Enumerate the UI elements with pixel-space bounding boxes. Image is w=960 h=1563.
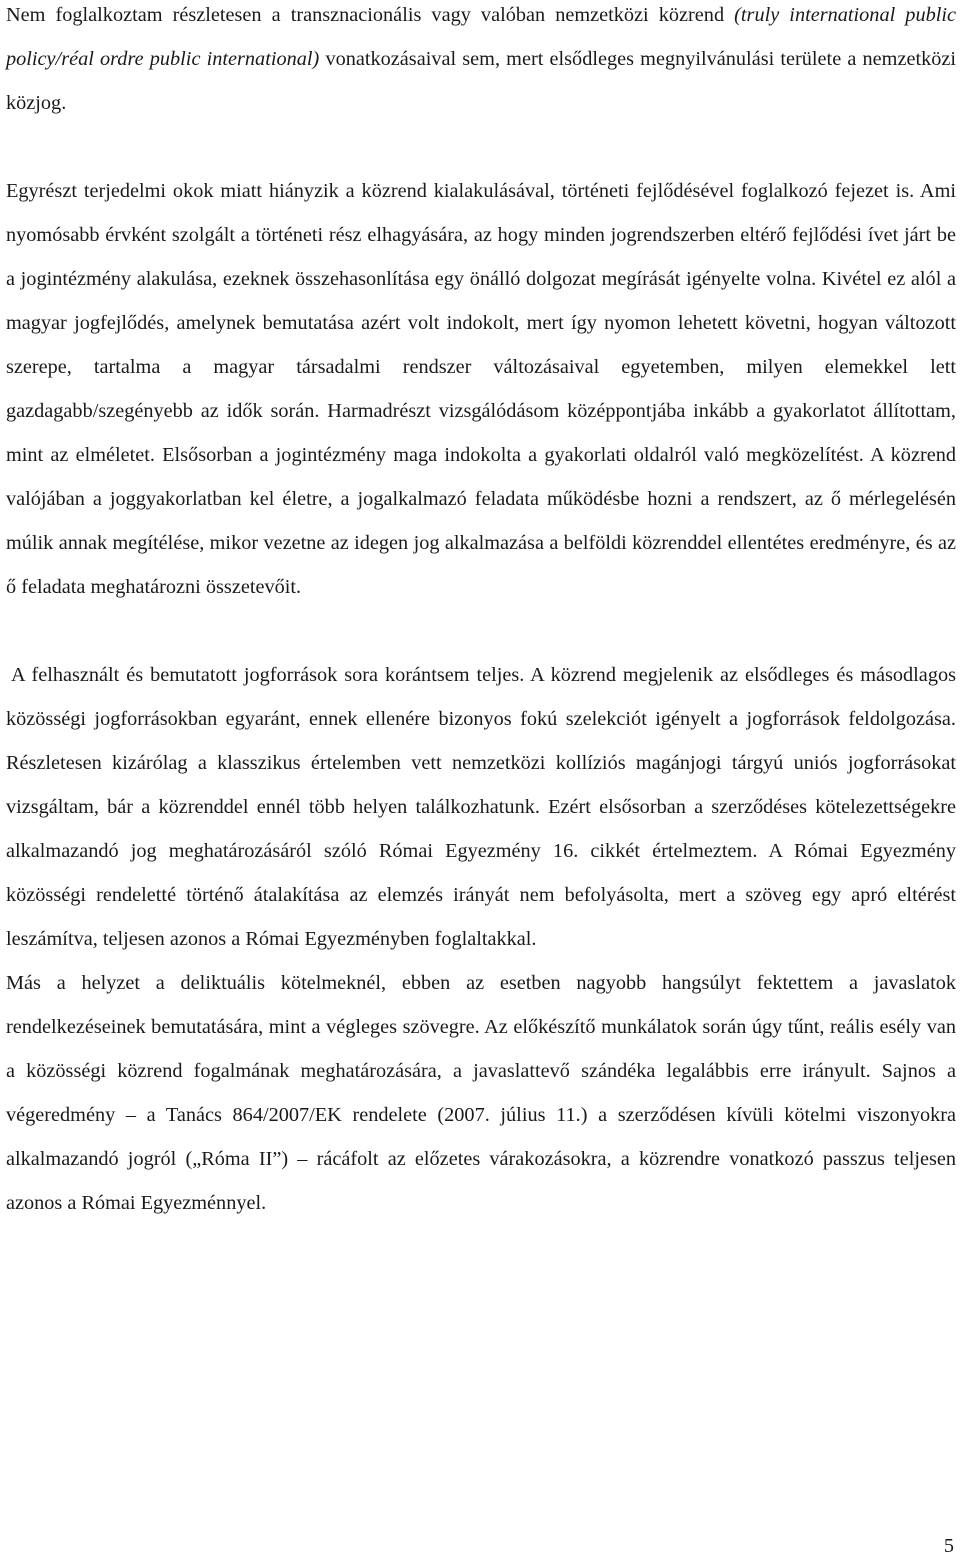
paragraph-1-text-start: Nem foglalkoztam részletesen a transznacionális vagy valóban nemzetközi közrend <box>6 4 735 26</box>
paragraph-1-text-end: vonatkozásaival sem, mert elsődleges megnyilvánulási területe a nemzetközi közjog. <box>6 48 957 114</box>
paragraph-1-italic-term: (truly international public policy/réal ordre public international) <box>6 4 956 70</box>
paragraph-2: Egyrészt terjedelmi okok miatt hiányzik a közrend kialakulásával, történeti fejlődésével foglalkozó fejezet is. Ami nyomósabb érvként szolgált a történeti rész elhagyására, az hogy minden jogrendszerben eltérő fejlődési ívet járt be a jogintézmény alakulása, ezeknek összehasonlítása egy önálló dolgozat megírását igényelte volna. Kivétel ez alól a magyar jogfejlődés, amelynek bemutatása azért volt indokolt, mert így nyomon lehetett követni, hogyan változott szerepe, tartalma a magyar társadalmi rendszer változásaival egyetemben, milyen elemekkel lett gazdagabb/szegényebb az idők során. Harmadrészt vizsgálódásom középpontjába inkább a gyakorlatot állítottam, mint az elméletet. Elsősorban a jogintézmény maga indokolta a gyakorlati oldalról való megközelítést. A közrend valójában a joggyakorlatban kel életre, a jogalkalmazó feladata működésbe hozni a rendszert, az ő mérlegelésén múlik annak megítélése, mikor vezetne az idegen jog alkalmazása a belföldi közrenddel ellentétes eredményre, és az ő feladata meghatározni összetevőit. <box>6 180 956 598</box>
paragraph-4: Más a helyzet a deliktuális kötelmeknél, ebben az esetben nagyobb hangsúlyt fektettem a javaslatok rendelkezéseinek bemutatására, mint a végleges szövegre. Az előkészítő munkálatok során úgy tűnt, reális esély van a közösségi közrend fogalmának meghatározására, a javaslattevő szándéka legalábbis erre irányult. Sajnos a végeredmény – a Tanács 864/2007/EK rendelete (2007. július 11.) a szerződésen kívüli kötelmi viszonyokra alkalmazandó jogról („Róma II”) – rácáfolt az előzetes várakozásokra, a közrendre vonatkozó passzus teljesen azonos a Római Egyezménnyel. <box>6 972 956 1214</box>
document-page <box>6 0 956 1225</box>
paragraph-1 <box>6 0 956 125</box>
page-number: 5 <box>943 1535 954 1557</box>
paragraph-3: A felhasznált és bemutatott jogforrások sora korántsem teljes. A közrend megjelenik az elsődleges és másodlagos közösségi jogforrásokban egyaránt, ennek ellenére bizonyos fokú szelekciót igényelt a jogforrások feldolgozása. Részletesen kizárólag a klasszikus értelemben vett nemzetközi kollíziós magánjogi tárgyú uniós jogforrásokat vizsgáltam, bár a közrenddel ennél több helyen találkozhatunk. Ezért elsősorban a szerződéses kötelezettségekre alkalmazandó jog meghatározásáról szóló Római Egyezmény 16. cikkét értelmeztem. A Római Egyezmény közösségi rendeletté történő átalakítása az elemzés irányát nem befolyásolta, mert a szöveg egy apró eltérést leszámítva, teljesen azonos a Római Egyezményben foglaltakkal. <box>6 664 956 950</box>
